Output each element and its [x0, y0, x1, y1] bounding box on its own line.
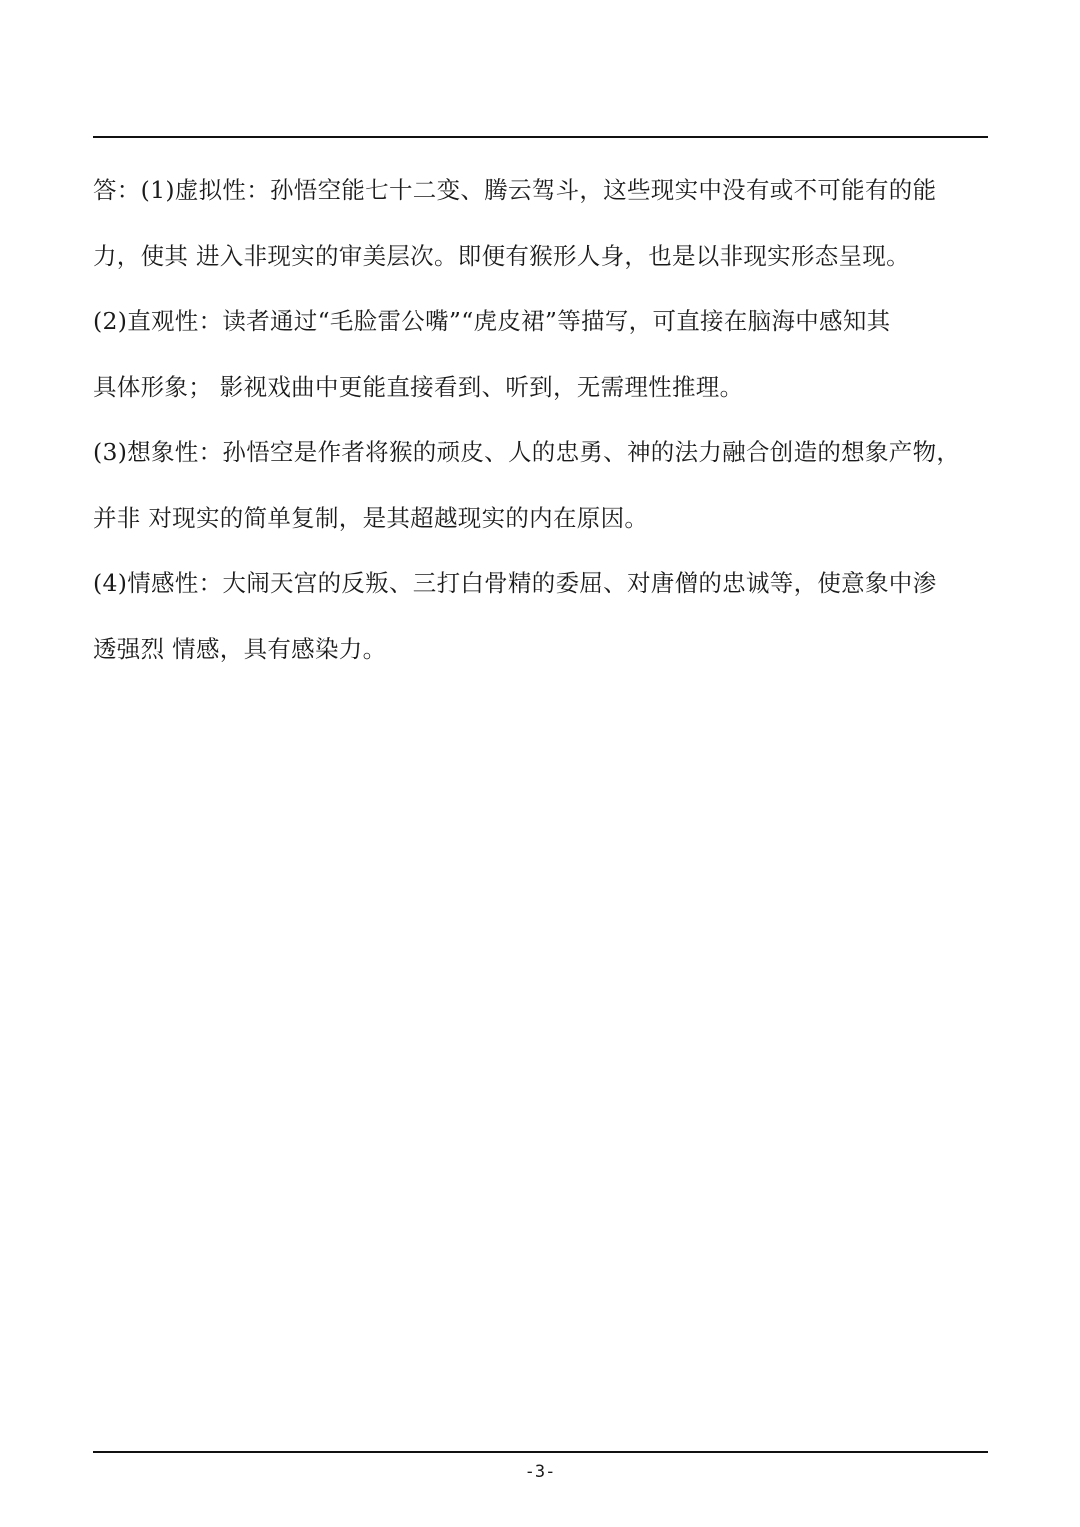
- footer-rule: [93, 1451, 988, 1453]
- text-line: 并非 对现实的简单复制，是其超越现实的内在原因。: [93, 503, 649, 532]
- text-line: (2)直观性：读者通过“毛脸雷公嘴”“虎皮裙”等描写，可直接在脑海中感知其: [93, 307, 891, 335]
- page-number: -3-: [524, 1462, 556, 1482]
- answer-text: [93, 168, 988, 692]
- text-line: 透强烈 情感，具有感染力。: [93, 634, 387, 663]
- text-line: (3)想象性：孙悟空是作者将猴的顽皮、人的忠勇、神的法力融合创造的想象产物，: [93, 438, 961, 466]
- text-line: 力，使其 进入非现实的审美层次。即便有猴形人身，也是以非现实形态呈现。: [93, 241, 910, 270]
- text-line: 答：(1)虚拟性：孙悟空能七十二变、腾云驾斗，这些现实中没有或不可能有的能: [93, 176, 937, 204]
- header-rule: [93, 136, 988, 138]
- text-line: 具体形象； 影视戏曲中更能直接看到、听到，无需理性推理。: [93, 372, 744, 401]
- text-line: (4)情感性：大闹天宫的反叛、三打白骨精的委屈、对唐僧的忠诚等，使意象中渗: [93, 569, 937, 597]
